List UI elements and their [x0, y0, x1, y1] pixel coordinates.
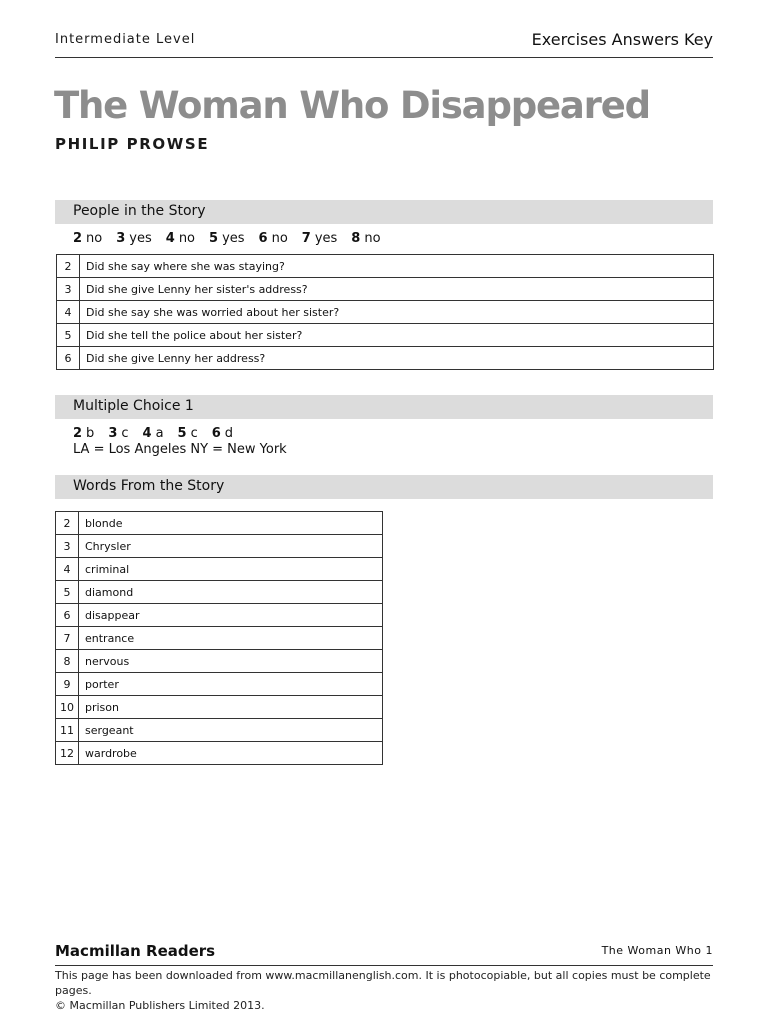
- table-row: [56, 673, 383, 696]
- answer-item: [143, 426, 164, 441]
- publisher-name: Macmillan Readers: [55, 942, 216, 960]
- row-number: 11: [56, 719, 79, 742]
- answer-item: [302, 231, 338, 246]
- answer-value: c: [121, 426, 129, 441]
- row-text: Did she say where she was staying?: [80, 255, 714, 278]
- answer-value: no: [271, 231, 288, 246]
- answer-item: [108, 426, 128, 441]
- table-row: [57, 301, 714, 324]
- answer-number: 5: [209, 231, 219, 246]
- answer-number: 2: [73, 426, 83, 441]
- row-text: entrance: [79, 627, 383, 650]
- answer-item: [351, 231, 380, 246]
- row-number: 8: [56, 650, 79, 673]
- answer-value: no: [178, 231, 196, 246]
- row-number: 7: [56, 627, 79, 650]
- row-number: 4: [57, 301, 80, 324]
- answer-value: b: [86, 426, 95, 441]
- row-number: 2: [56, 512, 79, 535]
- answer-item: [209, 231, 245, 246]
- answer-number: 3: [116, 231, 126, 246]
- level-label: Intermediate Level: [55, 32, 196, 47]
- answer-item: [166, 231, 195, 246]
- table-row: [56, 535, 383, 558]
- header-divider: [55, 57, 713, 58]
- row-number: 9: [56, 673, 79, 696]
- answer-number: 3: [108, 426, 118, 441]
- table-row: [56, 696, 383, 719]
- page-reference: The Woman Who 1: [601, 944, 713, 957]
- table-row: [56, 719, 383, 742]
- download-note: This page has been downloaded from www.macmillanenglish.com. It is photocopiable, but all copies must be complete pages.: [55, 969, 711, 997]
- copyright-line: © Macmillan Publishers Limited 2013.: [55, 999, 265, 1012]
- row-text: blonde: [79, 512, 383, 535]
- section-heading-text: Multiple Choice 1: [73, 398, 194, 414]
- answer-value: no: [86, 231, 103, 246]
- table-row: [57, 278, 714, 301]
- row-text: sergeant: [79, 719, 383, 742]
- table-row: [57, 255, 714, 278]
- answer-item: [212, 426, 233, 441]
- table-row: [57, 347, 714, 370]
- answer-item: [73, 426, 94, 441]
- answer-item: [178, 426, 198, 441]
- answer-number: 5: [177, 426, 187, 441]
- abbreviation-note: LA = Los Angeles NY = New York: [73, 442, 287, 457]
- row-number: 4: [56, 558, 79, 581]
- answer-number: 6: [258, 231, 268, 246]
- answer-number: 4: [165, 231, 175, 246]
- row-text: Did she say she was worried about her sister?: [80, 301, 714, 324]
- row-text: prison: [79, 696, 383, 719]
- copyright-note: [55, 968, 735, 1013]
- table-row: [56, 604, 383, 627]
- footer-divider: [55, 965, 713, 966]
- answer-value: yes: [129, 231, 152, 246]
- answer-number: 7: [301, 231, 311, 246]
- row-number: 12: [56, 742, 79, 765]
- page-title: The Woman Who Disappeared: [54, 84, 650, 127]
- table-row: [56, 627, 383, 650]
- table-row: [56, 512, 383, 535]
- author-name: PHILIP PROWSE: [55, 135, 210, 153]
- section-people-heading: [55, 200, 713, 224]
- row-text: criminal: [79, 558, 383, 581]
- answer-value: no: [364, 231, 381, 246]
- answer-value: d: [224, 426, 234, 441]
- section-multiple-choice-heading: [55, 395, 713, 419]
- table-row: [57, 324, 714, 347]
- row-text: diamond: [79, 581, 383, 604]
- words-table: [55, 511, 383, 765]
- section-heading-text: Words From the Story: [73, 478, 225, 494]
- row-number: 6: [57, 347, 80, 370]
- row-number: 5: [56, 581, 79, 604]
- table-row: [56, 742, 383, 765]
- row-number: 3: [56, 535, 79, 558]
- answer-value: c: [190, 426, 198, 441]
- section-words-heading: [55, 475, 713, 499]
- answer-number: 6: [211, 426, 221, 441]
- row-text: wardrobe: [79, 742, 383, 765]
- multiple-choice-answers: [73, 426, 247, 441]
- row-text: Chrysler: [79, 535, 383, 558]
- answer-value: yes: [314, 231, 338, 246]
- row-number: 10: [56, 696, 79, 719]
- answer-number: 8: [351, 231, 361, 246]
- row-text: disappear: [79, 604, 383, 627]
- table-row: [56, 558, 383, 581]
- row-number: 6: [56, 604, 79, 627]
- table-row: [56, 581, 383, 604]
- document-type: Exercises Answers Key: [531, 30, 713, 49]
- answer-value: yes: [222, 231, 245, 246]
- answer-number: 4: [142, 426, 152, 441]
- row-number: 5: [57, 324, 80, 347]
- answer-item: [259, 231, 288, 246]
- answer-item: [116, 231, 152, 246]
- answer-number: 2: [73, 231, 83, 246]
- row-text: Did she give Lenny her sister's address?: [80, 278, 714, 301]
- people-table: [56, 254, 714, 370]
- row-text: Did she tell the police about her sister?: [80, 324, 714, 347]
- answer-value: a: [155, 426, 164, 441]
- row-text: porter: [79, 673, 383, 696]
- people-answers: [73, 231, 395, 246]
- row-number: 3: [57, 278, 80, 301]
- row-text: nervous: [79, 650, 383, 673]
- answer-item: [73, 231, 102, 246]
- table-row: [56, 650, 383, 673]
- section-heading-text: People in the Story: [73, 203, 206, 219]
- row-number: 2: [57, 255, 80, 278]
- row-text: Did she give Lenny her address?: [80, 347, 714, 370]
